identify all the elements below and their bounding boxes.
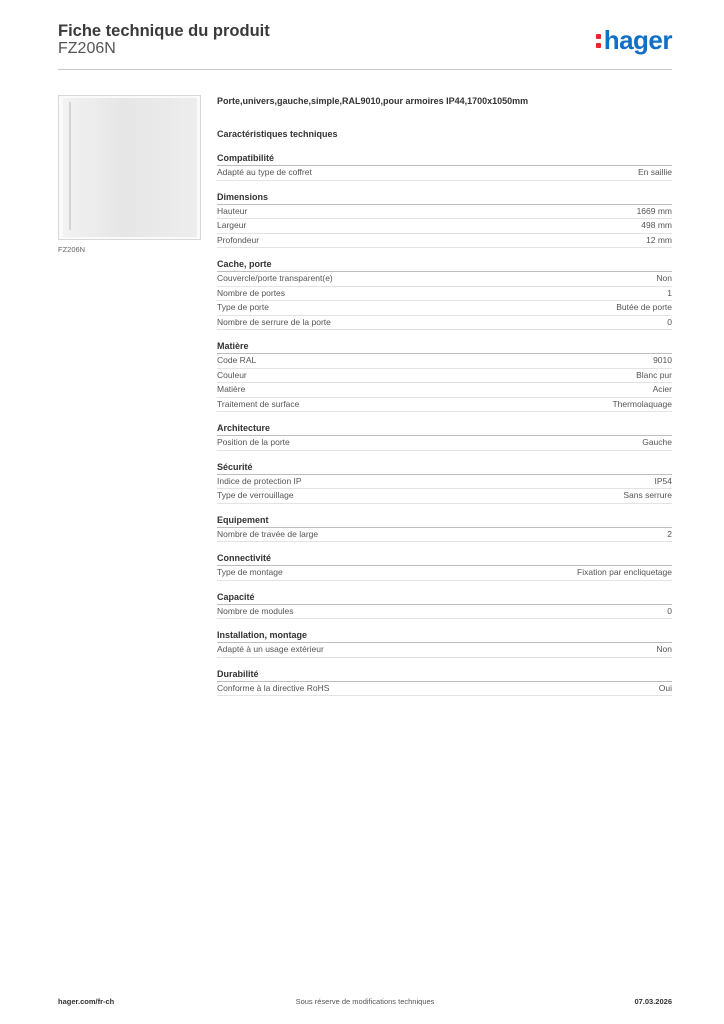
spec-group [217, 668, 672, 697]
spec-group-title: Dimensions [217, 191, 672, 205]
spec-value: Butée de porte [616, 302, 672, 312]
spec-group-title: Equipement [217, 514, 672, 528]
footer-disclaimer: Sous réserve de modifications techniques [295, 997, 435, 1006]
logo-text: hager [603, 25, 672, 55]
spec-group [217, 191, 672, 249]
spec-label: Conforme à la directive RoHS [217, 682, 330, 693]
product-description: Porte,univers,gauche,simple,RAL9010,pour armoires IP44,1700x1050mm [217, 96, 529, 106]
spec-group-title: Cache, porte [217, 258, 672, 272]
spec-label: Traitement de surface [217, 398, 300, 409]
spec-row [217, 436, 672, 451]
spec-label: Hauteur [217, 205, 248, 216]
spec-value: 2 [667, 528, 672, 539]
spec-label: Profondeur [217, 234, 260, 245]
spec-value: Acier [652, 384, 672, 394]
spec-label: Code RAL [217, 355, 257, 365]
spec-group [217, 258, 672, 330]
spec-group-title: Matière [217, 340, 672, 354]
spec-row [217, 287, 672, 302]
spec-label: Nombre de modules [217, 605, 294, 616]
spec-group-title: Architecture [217, 422, 672, 436]
spec-group-title: Sécurité [217, 461, 672, 475]
spec-value: 1 [667, 287, 672, 298]
product-reference: FZ206N [58, 40, 116, 57]
footer-date: 07.03.2026 [634, 997, 672, 1006]
spec-label: Adapté à un usage extérieur [217, 644, 324, 654]
spec-row [217, 234, 672, 249]
spec-value: 1669 mm [636, 205, 672, 216]
spec-row [217, 301, 672, 316]
spec-row [217, 369, 672, 384]
spec-group-title: Compatibilité [217, 152, 672, 166]
spec-group [217, 422, 672, 451]
spec-group-title: Connectivité [217, 552, 672, 566]
spec-row [217, 566, 672, 581]
spec-row [217, 205, 672, 220]
spec-group-title: Capacité [217, 591, 672, 605]
spec-group-title: Installation, montage [217, 629, 672, 643]
spec-value: Blanc pur [636, 369, 672, 380]
spec-row [217, 475, 672, 490]
door-illustration [63, 98, 197, 237]
section-heading: Caractéristiques techniques [217, 129, 338, 139]
spec-value: 12 mm [646, 234, 672, 245]
spec-group [217, 629, 672, 658]
spec-group [217, 461, 672, 504]
spec-value: 0 [667, 605, 672, 616]
spec-value: En saillie [637, 167, 672, 177]
spec-row [217, 605, 672, 620]
product-image-caption: FZ206N [58, 245, 86, 254]
spec-label: Largeur [217, 220, 247, 230]
spec-label: Type de verrouillage [217, 490, 294, 500]
spec-label: Matière [217, 384, 246, 394]
spec-value: Oui [658, 682, 672, 693]
spec-row [217, 219, 672, 234]
spec-group [217, 591, 672, 620]
spec-group-title: Durabilité [217, 668, 672, 682]
specifications [217, 96, 672, 706]
spec-groups [217, 152, 672, 696]
spec-value: 498 mm [641, 220, 672, 230]
spec-group [217, 152, 672, 181]
spec-label: Type de montage [217, 567, 283, 577]
spec-value: Sans serrure [623, 490, 672, 500]
product-image [58, 95, 201, 240]
page-header [58, 20, 672, 70]
spec-group [217, 552, 672, 581]
spec-row [217, 354, 672, 369]
header-divider [58, 69, 672, 70]
footer-website: hager.com/fr-ch [58, 997, 115, 1006]
spec-label: Couleur [217, 369, 247, 380]
spec-label: Nombre de portes [217, 287, 286, 298]
spec-label: Indice de protection IP [217, 475, 302, 486]
spec-row [217, 383, 672, 398]
spec-value: IP54 [654, 475, 672, 486]
spec-value: 9010 [653, 355, 672, 365]
spec-row [217, 682, 672, 697]
spec-label: Couvercle/porte transparent(e) [217, 273, 333, 283]
spec-label: Nombre de serrure de la porte [217, 316, 331, 327]
spec-row [217, 166, 672, 181]
spec-row [217, 398, 672, 413]
spec-value: Gauche [642, 437, 672, 447]
spec-group [217, 340, 672, 412]
spec-value: Non [656, 273, 672, 283]
spec-row [217, 272, 672, 287]
spec-label: Position de la porte [217, 437, 290, 447]
spec-label: Adapté au type de coffret [217, 167, 312, 177]
page-title: Fiche technique du produit [58, 22, 270, 40]
spec-value: Non [656, 644, 672, 654]
spec-label: Type de porte [217, 302, 269, 312]
spec-label: Nombre de travée de large [217, 528, 319, 539]
spec-row [217, 316, 672, 331]
spec-row [217, 489, 672, 504]
spec-value: 0 [667, 316, 672, 327]
hager-logo [596, 26, 672, 54]
logo-dots-icon [596, 30, 602, 50]
spec-value: Thermolaquage [612, 398, 672, 409]
spec-group [217, 514, 672, 543]
spec-value: Fixation par encliquetage [577, 567, 672, 577]
spec-row [217, 528, 672, 543]
spec-row [217, 643, 672, 658]
